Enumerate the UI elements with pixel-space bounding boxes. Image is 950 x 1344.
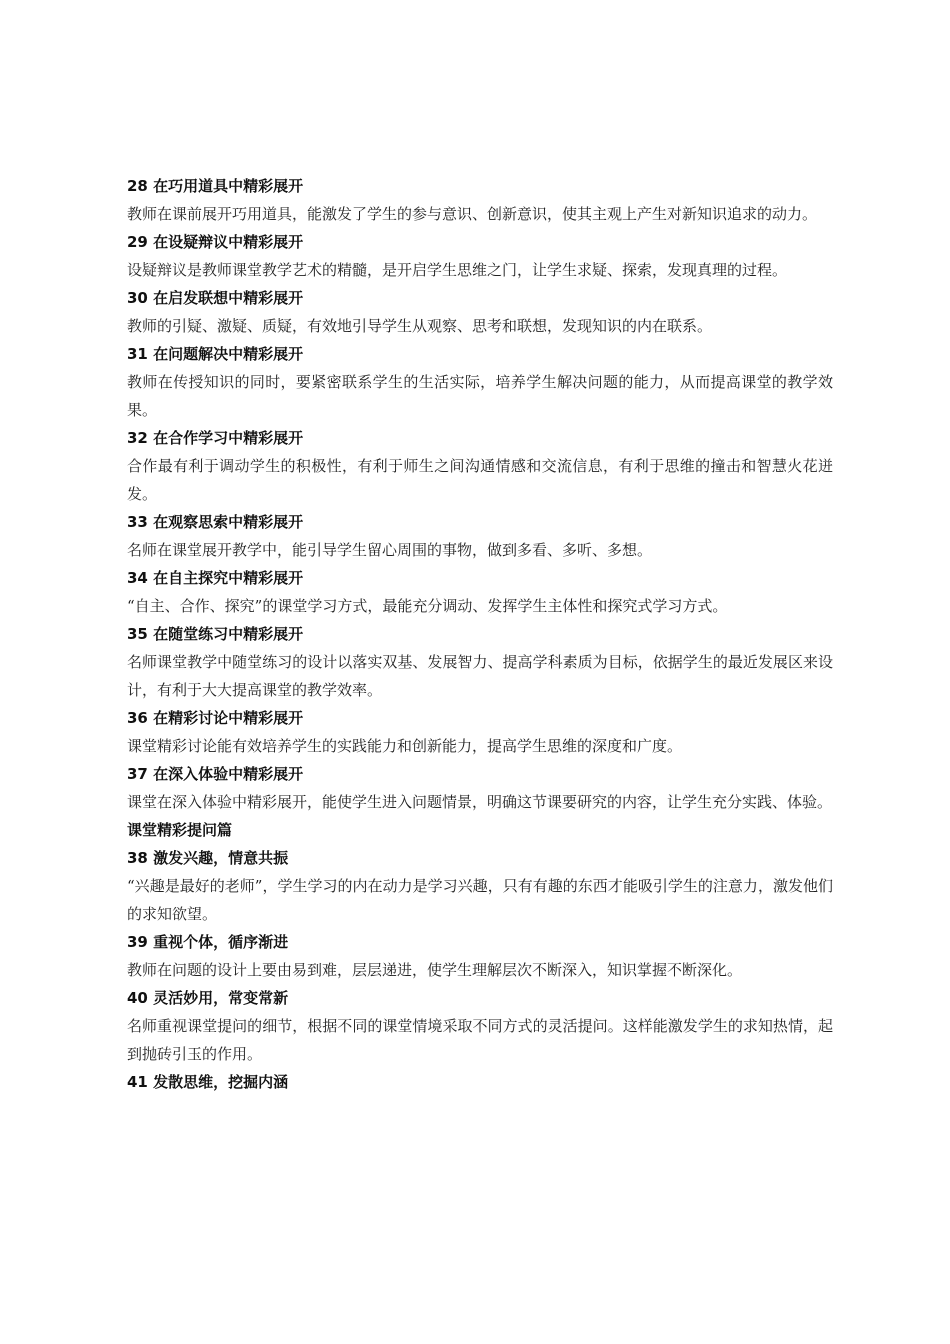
- section-heading-30: 30 在启发联想中精彩展开: [127, 289, 304, 307]
- section-heading-41: 41 发散思维，挖掘内涵: [127, 1073, 289, 1091]
- section-heading-34: 34 在自主探究中精彩展开: [127, 569, 304, 587]
- section-heading-31: 31 在问题解决中精彩展开: [127, 345, 304, 363]
- section-body-32: 合作最有利于调动学生的积极性，有利于师生之间沟通情感和交流信息，有利于思维的撞击和智慧火花迸发。: [127, 457, 833, 503]
- part-heading-questioning: 课堂精彩提问篇: [127, 821, 233, 839]
- section-body-31: 教师在传授知识的同时，要紧密联系学生的生活实际，培养学生解决问题的能力，从而提高课堂的教学效果。: [127, 373, 833, 419]
- section-body-33: 名师在课堂展开教学中，能引导学生留心周围的事物，做到多看、多听、多想。: [127, 541, 653, 559]
- section-body-35: 名师课堂教学中随堂练习的设计以落实双基、发展智力、提高学科素质为目标，依据学生的最近发展区来设计，有利于大大提高课堂的教学效率。: [127, 653, 833, 699]
- section-heading-29: 29 在设疑辩议中精彩展开: [127, 233, 304, 251]
- section-heading-37: 37 在深入体验中精彩展开: [127, 765, 304, 783]
- section-body-38: “兴趣是最好的老师”，学生学习的内在动力是学习兴趣，只有有趣的东西才能吸引学生的注意力，激发他们的求知欲望。: [127, 877, 833, 923]
- section-heading-35: 35 在随堂练习中精彩展开: [127, 625, 304, 643]
- section-heading-28: 28 在巧用道具中精彩展开: [127, 177, 304, 195]
- section-body-40: 名师重视课堂提问的细节，根据不同的课堂情境采取不同方式的灵活提问。这样能激发学生的求知热情，起到抛砖引玉的作用。: [127, 1017, 833, 1063]
- section-body-39: 教师在问题的设计上要由易到难，层层递进，使学生理解层次不断深入，知识掌握不断深化。: [127, 961, 743, 979]
- section-heading-39: 39 重视个体，循序渐进: [127, 933, 289, 951]
- section-body-28: 教师在课前展开巧用道具，能激发了学生的参与意识、创新意识，使其主观上产生对新知识追求的动力。: [127, 205, 818, 223]
- section-body-29: 设疑辩议是教师课堂教学艺术的精髓，是开启学生思维之门，让学生求疑、探索，发现真理的过程。: [127, 261, 788, 279]
- section-heading-32: 32 在合作学习中精彩展开: [127, 429, 304, 447]
- section-heading-38: 38 激发兴趣，情意共振: [127, 849, 289, 867]
- section-body-36: 课堂精彩讨论能有效培养学生的实践能力和创新能力，提高学生思维的深度和广度。: [127, 737, 683, 755]
- section-body-34: “自主、合作、探究”的课堂学习方式，最能充分调动、发挥学生主体性和探究式学习方式。: [127, 597, 728, 615]
- document-content: [127, 172, 833, 1096]
- section-heading-40: 40 灵活妙用，常变常新: [127, 989, 289, 1007]
- section-body-30: 教师的引疑、激疑、质疑，有效地引导学生从观察、思考和联想，发现知识的内在联系。: [127, 317, 713, 335]
- section-body-37: 课堂在深入体验中精彩展开，能使学生进入问题情景，明确这节课要研究的内容，让学生充分实践、体验。: [127, 793, 833, 811]
- section-heading-33: 33 在观察思索中精彩展开: [127, 513, 304, 531]
- section-heading-36: 36 在精彩讨论中精彩展开: [127, 709, 304, 727]
